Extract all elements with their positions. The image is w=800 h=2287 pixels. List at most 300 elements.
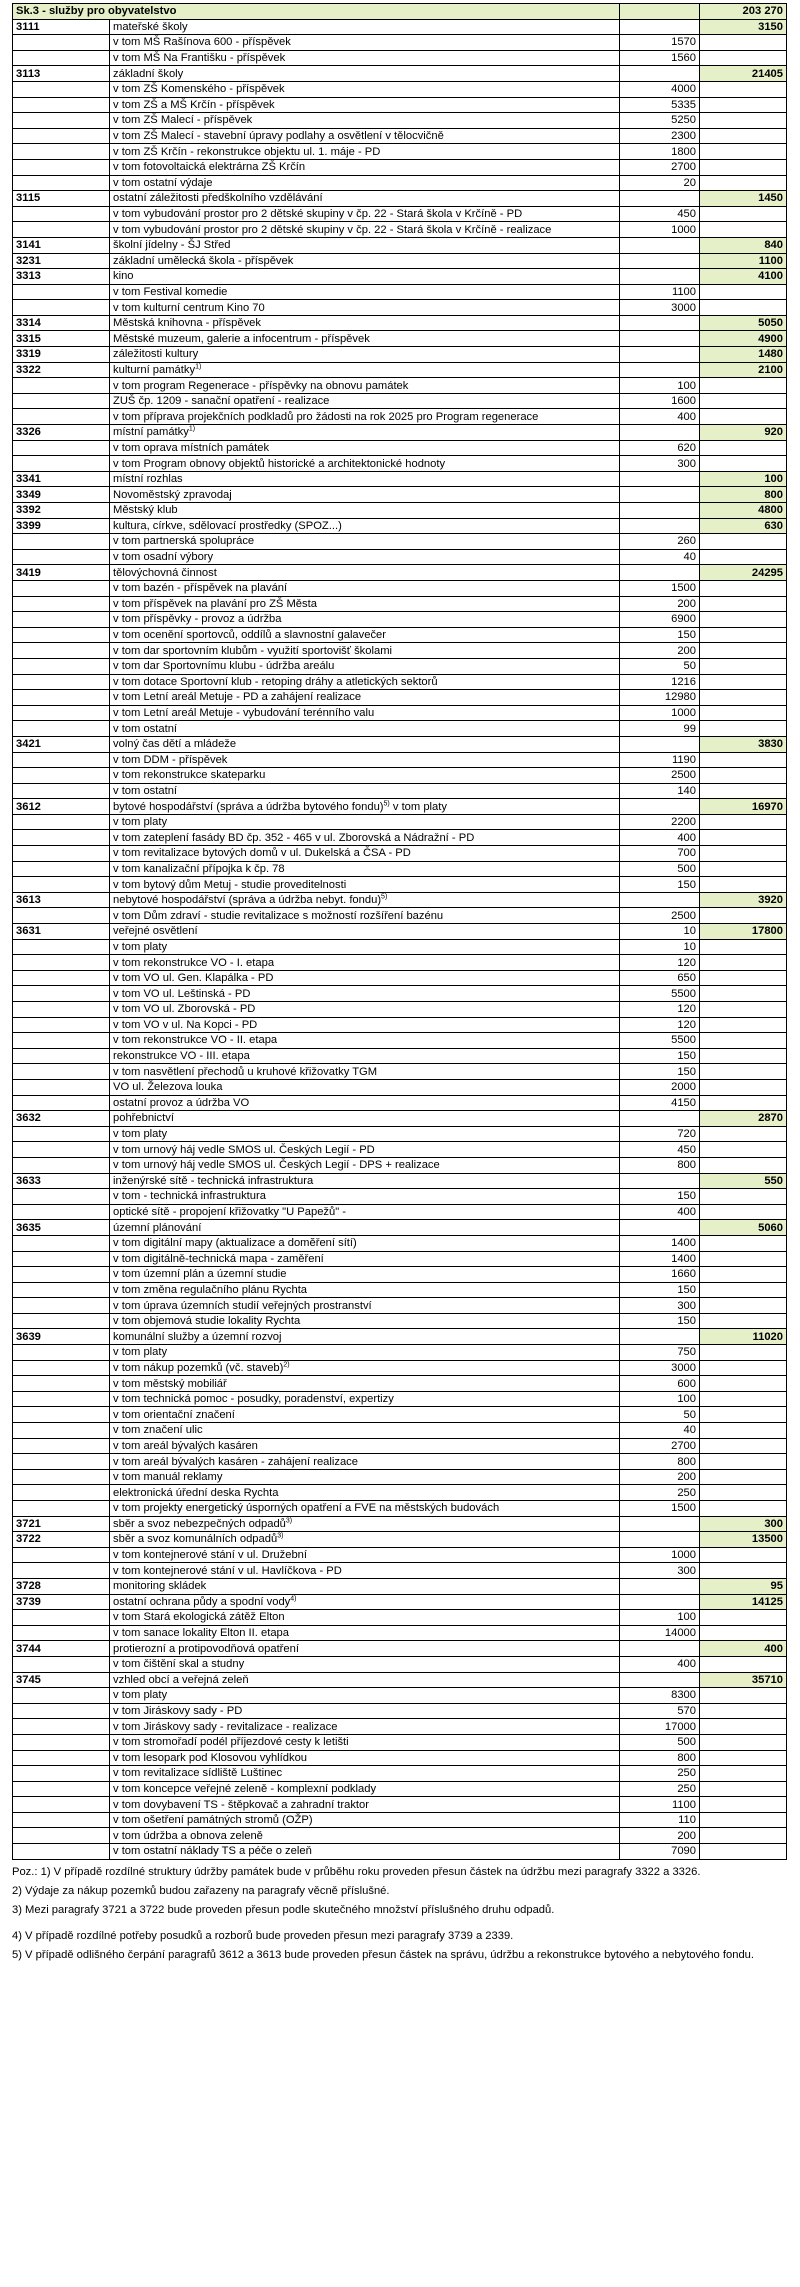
- paragraph-total: [700, 1781, 787, 1797]
- item-description: [110, 549, 620, 565]
- item-amount: 8300: [620, 1688, 700, 1704]
- paragraph-total: [700, 846, 787, 862]
- item-description: [110, 1766, 620, 1782]
- paragraph-code: [13, 1610, 110, 1626]
- item-text: v tom ZŠ Krčín - rekonstrukce objektu ul. 1. máje - PD: [113, 145, 381, 158]
- item-amount: 250: [620, 1781, 700, 1797]
- paragraph-code: 3322: [13, 362, 110, 378]
- paragraph-code: [13, 284, 110, 300]
- table-row: [13, 1797, 787, 1813]
- item-amount: 5335: [620, 97, 700, 113]
- item-amount: 140: [620, 783, 700, 799]
- paragraph-code: [13, 1235, 110, 1251]
- table-row: [13, 1189, 787, 1205]
- footnote: 5) V případě odlišného čerpání paragrafů 3612 a 3613 bude proveden přesun částek na správu, údržbu a rekonstrukce bytového a nebytového fondu.: [12, 1948, 754, 1961]
- paragraph-total: [700, 768, 787, 784]
- item-text: v tom ostatní výdaje: [113, 176, 213, 189]
- item-amount: 5500: [620, 986, 700, 1002]
- table-row: [13, 690, 787, 706]
- item-description: [110, 19, 620, 35]
- item-text: v tom vybudování prostor pro 2 dětské skupiny v čp. 22 - Stará škola v Krčíně - realizace: [113, 223, 552, 236]
- item-text: v tom bytový dům Metuj - studie proveditelnosti: [113, 878, 347, 891]
- table-row: [13, 1719, 787, 1735]
- item-amount: [620, 471, 700, 487]
- paragraph-code: [13, 752, 110, 768]
- paragraph-code: 3115: [13, 191, 110, 207]
- paragraph-total: [700, 534, 787, 550]
- paragraph-total: [700, 1313, 787, 1329]
- paragraph-code: [13, 1688, 110, 1704]
- paragraph-code: [13, 1656, 110, 1672]
- item-amount: 1800: [620, 144, 700, 160]
- paragraph-total: [700, 1298, 787, 1314]
- item-amount: 150: [620, 877, 700, 893]
- footnote-marker: 5): [383, 799, 390, 807]
- item-amount: [620, 892, 700, 908]
- paragraph-total: [700, 1282, 787, 1298]
- paragraph-total: [700, 1547, 787, 1563]
- paragraph-code: [13, 159, 110, 175]
- item-amount: 3000: [620, 300, 700, 316]
- item-description: [110, 1438, 620, 1454]
- item-amount: 800: [620, 1157, 700, 1173]
- paragraph-total: 4900: [700, 331, 787, 347]
- item-text: v tom ZŠ Malecí - stavební úpravy podlahy a osvětlení v tělocvičně: [113, 130, 444, 143]
- item-description: [110, 1126, 620, 1142]
- paragraph-code: [13, 409, 110, 425]
- paragraph-total: 95: [700, 1578, 787, 1594]
- item-text: v tom manuál reklamy: [113, 1471, 223, 1484]
- paragraph-code: [13, 1766, 110, 1782]
- item-description: [110, 191, 620, 207]
- table-row: [13, 1157, 787, 1173]
- item-description: [110, 1423, 620, 1439]
- table-row: [13, 300, 787, 316]
- item-description: [110, 1329, 620, 1345]
- paragraph-total: [700, 1438, 787, 1454]
- item-description: [110, 861, 620, 877]
- item-description: [110, 1688, 620, 1704]
- item-description: [110, 939, 620, 955]
- paragraph-code: 3349: [13, 487, 110, 503]
- item-text: v tom MŠ Rašínova 600 - příspěvek: [113, 36, 291, 49]
- item-description: [110, 627, 620, 643]
- item-description: [110, 1781, 620, 1797]
- item-description: [110, 362, 620, 378]
- item-description: [110, 674, 620, 690]
- paragraph-code: [13, 1485, 110, 1501]
- table-row: [13, 924, 787, 940]
- paragraph-code: [13, 35, 110, 51]
- item-amount: [620, 1173, 700, 1189]
- item-description: [110, 300, 620, 316]
- item-amount: [620, 425, 700, 441]
- item-amount: [620, 503, 700, 519]
- table-row: [13, 939, 787, 955]
- item-description: [110, 159, 620, 175]
- item-amount: 150: [620, 1282, 700, 1298]
- paragraph-code: [13, 658, 110, 674]
- item-text: v tom Festival komedie: [113, 285, 228, 298]
- paragraph-total: [700, 1812, 787, 1828]
- table-row: [13, 315, 787, 331]
- paragraph-total: [700, 1750, 787, 1766]
- item-amount: 99: [620, 721, 700, 737]
- section-total: 203 270: [700, 4, 787, 20]
- item-text: v tom VO ul. Leštinská - PD: [113, 987, 251, 1000]
- paragraph-total: [700, 1126, 787, 1142]
- paragraph-code: [13, 393, 110, 409]
- table-row: [13, 1173, 787, 1189]
- paragraph-total: [700, 1625, 787, 1641]
- table-row: [13, 113, 787, 129]
- item-text: v tom sanace lokality Elton II. etapa: [113, 1627, 289, 1640]
- table-row: [13, 658, 787, 674]
- item-amount: 300: [620, 1298, 700, 1314]
- paragraph-code: 3613: [13, 892, 110, 908]
- paragraph-total: [700, 1391, 787, 1407]
- item-description: [110, 222, 620, 238]
- item-text: záležitosti kultury: [113, 348, 199, 361]
- paragraph-code: 3745: [13, 1672, 110, 1688]
- item-amount: [620, 1220, 700, 1236]
- item-description: [110, 830, 620, 846]
- paragraph-code: [13, 1844, 110, 1860]
- paragraph-code: [13, 1797, 110, 1813]
- paragraph-code: [13, 50, 110, 66]
- paragraph-total: [700, 284, 787, 300]
- paragraph-code: [13, 908, 110, 924]
- table-row: [13, 1438, 787, 1454]
- table-row: [13, 1454, 787, 1470]
- table-row: [13, 284, 787, 300]
- table-row: [13, 1812, 787, 1828]
- paragraph-total: 630: [700, 518, 787, 534]
- item-description: [110, 1734, 620, 1750]
- paragraph-code: [13, 814, 110, 830]
- table-row: [13, 159, 787, 175]
- table-row: [13, 1095, 787, 1111]
- item-text: v tom areál bývalých kasáren: [113, 1439, 258, 1452]
- item-amount: [620, 237, 700, 253]
- item-amount: 3000: [620, 1360, 700, 1376]
- item-description: [110, 1360, 620, 1376]
- item-amount: 2500: [620, 908, 700, 924]
- item-text: v tom revitalizace bytových domů v ul. Dukelská a ČSA - PD: [113, 847, 411, 860]
- table-row: [13, 1703, 787, 1719]
- item-description: [110, 331, 620, 347]
- paragraph-total: 14125: [700, 1594, 787, 1610]
- item-text: v tom bazén - příspěvek na plavání: [113, 582, 288, 595]
- item-amount: 570: [620, 1703, 700, 1719]
- table-row: [13, 1111, 787, 1127]
- item-text: v tom program Regenerace - příspěvky na obnovu památek: [113, 379, 409, 392]
- paragraph-total: 300: [700, 1516, 787, 1532]
- table-row: [13, 503, 787, 519]
- item-amount: [620, 487, 700, 503]
- table-row: [13, 1547, 787, 1563]
- item-amount: 50: [620, 658, 700, 674]
- paragraph-code: 3639: [13, 1329, 110, 1345]
- paragraph-total: 5050: [700, 315, 787, 331]
- item-text: Novoměstský zpravodaj: [113, 488, 232, 501]
- table-row: [13, 877, 787, 893]
- item-amount: 50: [620, 1407, 700, 1423]
- item-description: [110, 1516, 620, 1532]
- item-text: v tom Letní areál Metuje - vybudování terénního valu: [113, 707, 375, 720]
- paragraph-code: [13, 1298, 110, 1314]
- item-amount: 400: [620, 830, 700, 846]
- item-description: [110, 1625, 620, 1641]
- paragraph-code: [13, 175, 110, 191]
- paragraph-code: 3612: [13, 799, 110, 815]
- footnote-marker: 4): [290, 1595, 297, 1603]
- item-amount: 6900: [620, 612, 700, 628]
- item-text: základní umělecká škola - příspěvek: [113, 254, 294, 267]
- item-description: [110, 877, 620, 893]
- paragraph-code: [13, 1407, 110, 1423]
- paragraph-code: [13, 580, 110, 596]
- table-row: [13, 1610, 787, 1626]
- table-row: [13, 1142, 787, 1158]
- item-description: [110, 799, 620, 815]
- paragraph-total: [700, 1501, 787, 1517]
- item-description: [110, 1220, 620, 1236]
- item-amount: 20: [620, 175, 700, 191]
- item-description: [110, 315, 620, 331]
- paragraph-code: 3392: [13, 503, 110, 519]
- table-row: [13, 50, 787, 66]
- paragraph-total: [700, 1828, 787, 1844]
- item-amount: [620, 331, 700, 347]
- item-amount: 1660: [620, 1267, 700, 1283]
- table-row: [13, 393, 787, 409]
- paragraph-code: [13, 1547, 110, 1563]
- paragraph-code: [13, 222, 110, 238]
- table-row: [13, 799, 787, 815]
- item-text: v tom příspěvky - provoz a údržba: [113, 613, 282, 626]
- item-text: ostatní provoz a údržba VO: [113, 1096, 250, 1109]
- item-text: v tom Program obnovy objektů historické a architektonické hodnoty: [113, 457, 446, 470]
- item-text: základní školy: [113, 67, 184, 80]
- item-amount: 100: [620, 1391, 700, 1407]
- item-description: [110, 50, 620, 66]
- table-row: [13, 175, 787, 191]
- item-description: [110, 1033, 620, 1049]
- paragraph-total: [700, 1454, 787, 1470]
- paragraph-code: [13, 1282, 110, 1298]
- item-amount: 150: [620, 1189, 700, 1205]
- table-row: [13, 378, 787, 394]
- item-text: v tom čištění skal a studny: [113, 1658, 245, 1671]
- item-amount: 150: [620, 1048, 700, 1064]
- paragraph-code: [13, 1563, 110, 1579]
- table-row: [13, 1017, 787, 1033]
- paragraph-total: [700, 1376, 787, 1392]
- item-description: [110, 1469, 620, 1485]
- item-amount: 2200: [620, 814, 700, 830]
- item-text: územní plánování: [113, 1221, 202, 1234]
- item-text: protierozní a protipovodňová opatření: [113, 1642, 299, 1655]
- item-amount: 300: [620, 1563, 700, 1579]
- paragraph-code: [13, 1360, 110, 1376]
- item-text: Městská knihovna - příspěvek: [113, 317, 261, 330]
- footnote: 2) Výdaje za nákup pozemků budou zařazeny na paragrafy věcně příslušné.: [12, 1884, 390, 1897]
- item-text: v tom lesopark pod Klosovou vyhlídkou: [113, 1751, 308, 1764]
- item-text: v tom zateplení fasády BD čp. 352 - 465 v ul. Zborovská a Nádražní - PD: [113, 831, 475, 844]
- item-description: [110, 1407, 620, 1423]
- table-row: [13, 1251, 787, 1267]
- item-amount: 1560: [620, 50, 700, 66]
- item-text: v tom koncepce veřejné zeleně - komplexní podklady: [113, 1782, 377, 1795]
- paragraph-total: 4100: [700, 269, 787, 285]
- item-description: [110, 1111, 620, 1127]
- item-text: v tom dotace Sportovní klub - retoping dráhy a atletických sektorů: [113, 675, 438, 688]
- paragraph-code: [13, 1781, 110, 1797]
- paragraph-total: 35710: [700, 1672, 787, 1688]
- item-amount: 400: [620, 409, 700, 425]
- paragraph-total: [700, 1469, 787, 1485]
- item-amount: 720: [620, 1126, 700, 1142]
- table-row: [13, 409, 787, 425]
- item-text: v tom fotovoltaická elektrárna ZŠ Krčín: [113, 161, 306, 174]
- table-row: [13, 736, 787, 752]
- table-row: [13, 955, 787, 971]
- item-text: VO ul. Železova louka: [113, 1081, 223, 1094]
- item-amount: 150: [620, 1064, 700, 1080]
- paragraph-code: [13, 986, 110, 1002]
- item-text: v tom Dům zdraví - studie revitalizace s možností rozšíření bazénu: [113, 909, 444, 922]
- item-amount: 4150: [620, 1095, 700, 1111]
- paragraph-total: 3150: [700, 19, 787, 35]
- item-description: [110, 752, 620, 768]
- item-amount: 260: [620, 534, 700, 550]
- item-amount: 2000: [620, 1079, 700, 1095]
- paragraph-total: [700, 1360, 787, 1376]
- item-description: [110, 924, 620, 940]
- item-description: [110, 955, 620, 971]
- table-row: [13, 1672, 787, 1688]
- paragraph-total: [700, 35, 787, 51]
- item-amount: 40: [620, 1423, 700, 1439]
- item-text: v tom značení ulic: [113, 1424, 203, 1437]
- item-amount: [620, 269, 700, 285]
- table-row: [13, 565, 787, 581]
- item-description: [110, 347, 620, 363]
- table-row: [13, 35, 787, 51]
- table-row: [13, 549, 787, 565]
- table-row: [13, 253, 787, 269]
- item-text: v tom objemová studie lokality Rychta: [113, 1315, 301, 1328]
- item-description: [110, 580, 620, 596]
- paragraph-total: [700, 1079, 787, 1095]
- table-row: [13, 1048, 787, 1064]
- item-description: [110, 705, 620, 721]
- item-description: [110, 1235, 620, 1251]
- table-row: [13, 222, 787, 238]
- table-row: [13, 191, 787, 207]
- item-amount: 800: [620, 1454, 700, 1470]
- paragraph-total: [700, 783, 787, 799]
- table-row: [13, 643, 787, 659]
- item-text: v tom kulturní centrum Kino 70: [113, 301, 265, 314]
- paragraph-code: [13, 690, 110, 706]
- item-amount: [620, 19, 700, 35]
- paragraph-code: 3419: [13, 565, 110, 581]
- paragraph-code: [13, 1828, 110, 1844]
- paragraph-total: 1100: [700, 253, 787, 269]
- item-amount: 1000: [620, 222, 700, 238]
- paragraph-code: [13, 846, 110, 862]
- paragraph-total: [700, 113, 787, 129]
- item-text: v tom orientační značení: [113, 1408, 235, 1421]
- item-amount: 110: [620, 1812, 700, 1828]
- item-description: [110, 1812, 620, 1828]
- item-amount: [620, 1578, 700, 1594]
- item-text: v tom VO ul. Gen. Klapálka - PD: [113, 972, 274, 985]
- item-text: v tom areál bývalých kasáren - zahájení realizace: [113, 1455, 358, 1468]
- item-text: tělovýchovná činnost: [113, 566, 217, 579]
- item-description: [110, 1002, 620, 1018]
- paragraph-code: 3632: [13, 1111, 110, 1127]
- item-text: monitoring skládek: [113, 1580, 207, 1593]
- item-amount: 1400: [620, 1235, 700, 1251]
- paragraph-code: [13, 674, 110, 690]
- item-description: [110, 1048, 620, 1064]
- item-description: [110, 1079, 620, 1095]
- paragraph-code: [13, 97, 110, 113]
- table-row: [13, 721, 787, 737]
- item-amount: 200: [620, 1469, 700, 1485]
- item-text: v tom platy: [113, 1128, 168, 1141]
- item-description: [110, 814, 620, 830]
- table-row: [13, 19, 787, 35]
- item-text: mateřské školy: [113, 20, 188, 33]
- paragraph-total: [700, 50, 787, 66]
- paragraph-total: [700, 830, 787, 846]
- paragraph-total: 550: [700, 1173, 787, 1189]
- paragraph-code: [13, 1204, 110, 1220]
- item-amount: 1400: [620, 1251, 700, 1267]
- item-text: v tom Letní areál Metuje - PD a zahájení realizace: [113, 691, 362, 704]
- paragraph-total: [700, 222, 787, 238]
- paragraph-code: 3341: [13, 471, 110, 487]
- item-text: v tom příprava projekčních podkladů pro žádosti na rok 2025 pro Program regenerace: [113, 410, 539, 423]
- table-row: [13, 1064, 787, 1080]
- paragraph-total: [700, 752, 787, 768]
- item-amount: 10: [620, 939, 700, 955]
- item-text: v tom dar sportovním klubům - využití sportovišť školami: [113, 644, 392, 657]
- table-row: [13, 705, 787, 721]
- item-description: [110, 1064, 620, 1080]
- section-title: Sk.3 - služby pro obyvatelstvo: [13, 4, 620, 20]
- item-amount: 300: [620, 456, 700, 472]
- table-row: [13, 144, 787, 160]
- paragraph-code: [13, 300, 110, 316]
- table-row: [13, 1002, 787, 1018]
- table-row: [13, 518, 787, 534]
- paragraph-code: [13, 1048, 110, 1064]
- paragraph-total: [700, 1844, 787, 1860]
- table-row: [13, 1844, 787, 1860]
- item-text: ostatní ochrana půdy a spodní vody: [113, 1595, 291, 1608]
- item-description: [110, 518, 620, 534]
- paragraph-code: 3744: [13, 1641, 110, 1657]
- paragraph-total: [700, 1235, 787, 1251]
- item-description: [110, 487, 620, 503]
- item-text-continued: v tom platy: [389, 800, 447, 813]
- paragraph-total: [700, 658, 787, 674]
